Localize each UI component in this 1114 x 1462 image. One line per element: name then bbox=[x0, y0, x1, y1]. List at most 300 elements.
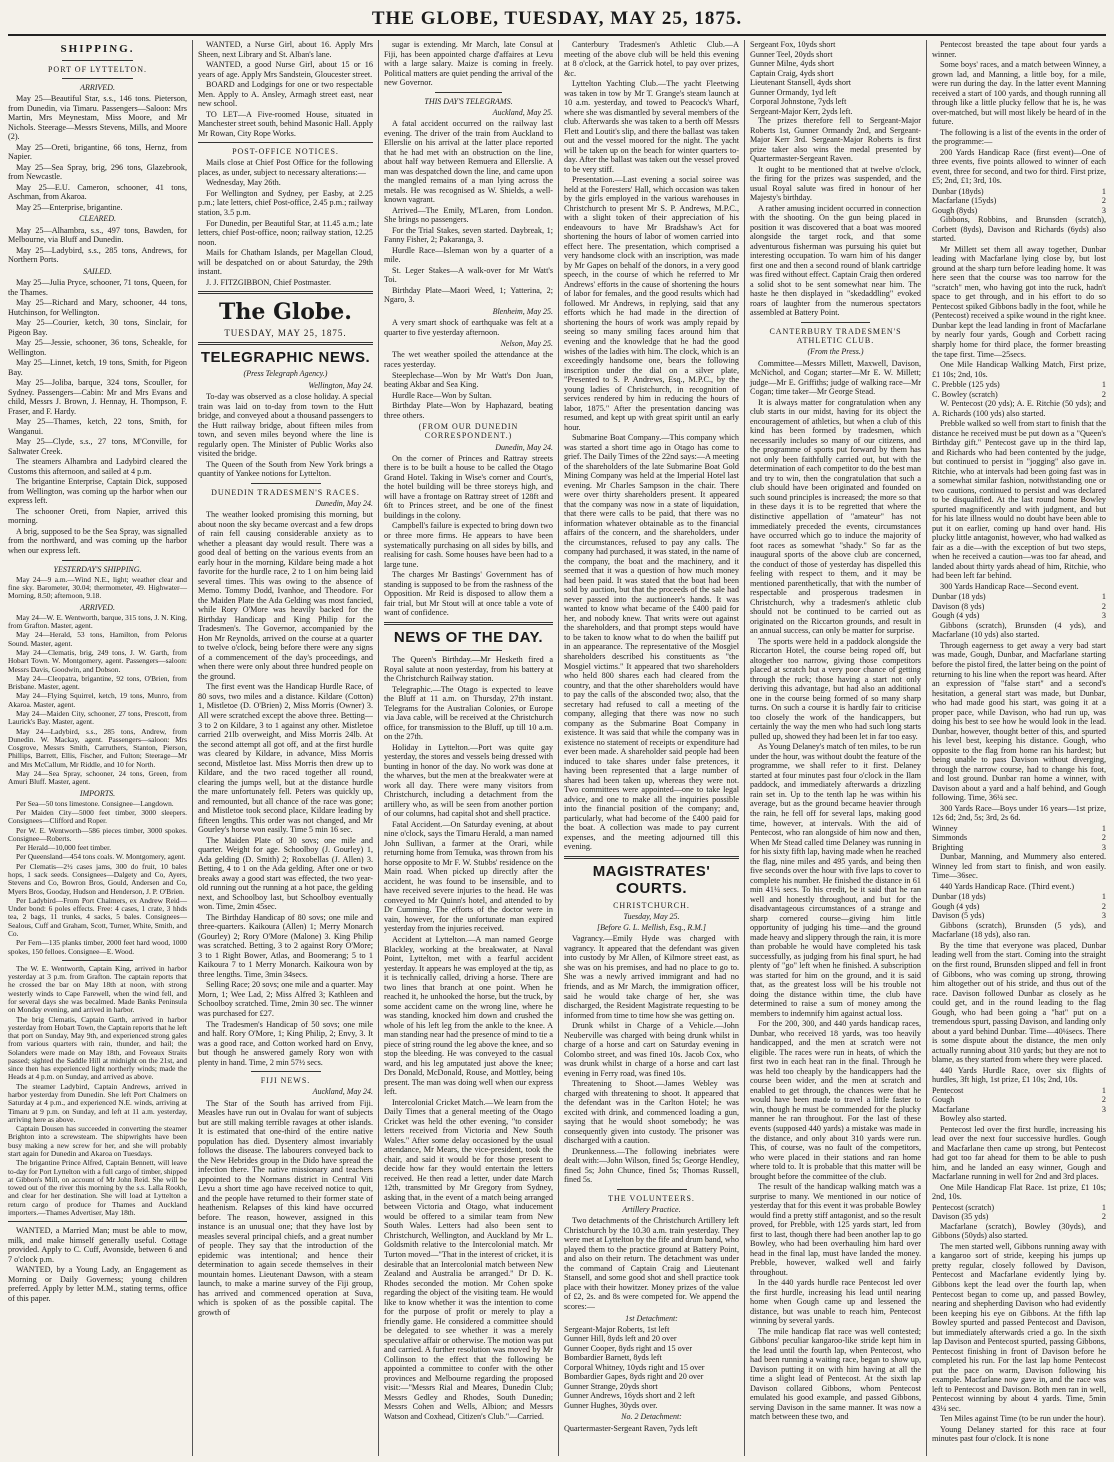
paragraph: The brig Clematis, Captain Garth, arrived in harbor yesterday from Hobart Town, the Captain reports that he left that port on Sunday, May 9th, and experienced strong gales from various quarters with rain, thunder, and hail; the Solanders were made on May 18th, and Foveaux Straits passed; sighted the Saddle Hill at midnight on the 21st, and since then has experienced light northerly winds; made the Heads at 4 p.m. on Sunday, and arrived as above. bbox=[8, 1014, 187, 1082]
column-1 bbox=[8, 40, 192, 1456]
second-first-score: Quartermaster-Sergeant Raven, 7yds left bbox=[564, 1423, 698, 1433]
paragraph: A brig, supposed to be the Sea Spray, was signalled from the northward, and was coming up the harbor when our express left. bbox=[8, 526, 187, 555]
classified-ads bbox=[8, 1226, 187, 1303]
paragraph: May 25—Richard and Mary, schooner, 44 tons, Hutchinson, for Wellington. bbox=[8, 298, 187, 317]
result-place: 2 bbox=[1101, 601, 1106, 611]
paragraph: Mails for Chatham Islands, per Magellan Cloud, will be despatched on or about Saturday, the 29th instant. bbox=[198, 248, 373, 277]
race-title: One Mile Handicap Walking Match, First prize, £1 10s; 2nd, 10s. bbox=[932, 360, 1106, 379]
paragraph: May 25—Ladybird, s.s., 285 tons, Andrews, for Northern Ports. bbox=[8, 245, 187, 265]
score-line: Gunner Cooper, 8yds right and 15 over bbox=[564, 1343, 693, 1353]
flag-date: TUESDAY, MAY 25, 1875. bbox=[224, 327, 347, 338]
divider bbox=[62, 960, 134, 961]
paragraph: Gibbons (scratch), Brunsden (5 yds), and Macfarlane (18 yds), also ran. bbox=[932, 920, 1106, 940]
paragraph: Per Ladybird—From Port Chalmers, ex Andrew Reid—Under bond: 6 poles effects. Free: 4 cases, 1 crate, 3 hhds tea, 2 bags, 11 trunks, 4 sacks, 5 bales. Consignees—Sealous, Cuff and Graham, Scott, Turner, White, Smith, and Co. bbox=[8, 895, 187, 938]
result-name: Macfarlane (15yds) bbox=[932, 196, 997, 206]
news-body bbox=[384, 655, 553, 1421]
sailed-list bbox=[8, 278, 187, 456]
imports-list bbox=[8, 800, 187, 956]
result-row bbox=[932, 824, 1106, 834]
dateline: Blenheim, May 25. bbox=[492, 306, 553, 316]
paragraph: For the 200, 300, and 440 yards handicap races, Dunbar, who received 18 yards, was too heavily handicapped, and the men at scratch were not eligible. The races were run in heats, of which the first two in each heat ran in the final. Through he was held too cheaply by the handicappers had the course been wider, and the men at scratch and enabled to get through, the chances were that he would have been made to travel a little faster to win, though he must be commended for the plucky manner he ran throughout. For the last of these events (supposed 440 yards) a mistake was made in the distance, and only about 310 yards were run. This, of course, was no fault of the competitors, who were placed in their stations and ran home where told to. It is probable that this matter will be brought before the committee of the club. bbox=[750, 1019, 921, 1181]
paragraph: Drunkenness.—The following inebriates were dealt with:—John Wilson, fined 5s; George Hendley, fined 5s; John Chunce, fined 5s; Thomas Russell, fined 5s. bbox=[564, 1146, 739, 1185]
result-row bbox=[932, 602, 1106, 612]
race-results bbox=[932, 1203, 1106, 1222]
paragraph: Some boys' races, and a match between Winney, a grown lad, and Manning, a little boy, for a mile, were run during the day. In the latter event Manning received a start of 100 yards, and though running all through like a little plucky fellow that he is, he was over-matched, but will most likely be heard of in the future. bbox=[932, 60, 1106, 127]
masthead: THE GLOBE, TUESDAY, MAY 25, 1875. bbox=[371, 8, 743, 29]
volunteers-heading: THE VOLUNTEERS. bbox=[608, 1193, 695, 1203]
score-line: Gunner Andrews, 16yds short and 2 left bbox=[564, 1391, 695, 1401]
divider bbox=[435, 92, 503, 93]
masthead-rule bbox=[8, 34, 1106, 36]
result-name: Brighting bbox=[932, 842, 964, 852]
paragraph: Pentecost led over the first hurdle, increasing his lead over the next four successive hurdles. Gough and Macfarlane then came up strong, but Pentecost had got too far ahead for them to be able to push him, and he landed an easy winner, Gough and Macfarlane running in well for 2nd and 3rd places. bbox=[932, 1124, 1106, 1182]
paragraph: The charges Mr Bastings' Government has of standing is supposed to be from the rashness of the Opposition. Mr Reid is disposed to allow them a fair trial, but Mr Stout will at once table a vote of want of confidence. bbox=[384, 570, 553, 618]
paragraph: The following is a list of the events in the order of the programme:— bbox=[932, 127, 1106, 147]
paragraph: Steeplechase—Won by Mr Watt's Don Juan, beating Akbar and Sea King. bbox=[384, 370, 553, 390]
paragraph: May 24—Herald, 53 tons, Hamilton, from Pelorus Sound. Master, agent. bbox=[8, 630, 187, 648]
race-notes bbox=[932, 215, 1106, 359]
dateline: Dunedin, May 24. bbox=[495, 442, 553, 452]
paragraph: Birthday Plate—Maori Weed, 1; Yatterina, 2; Ngaro, 3. bbox=[384, 285, 553, 305]
dunedin-correspondent: (FROM OUR DUNEDIN CORRESPONDENT.) bbox=[418, 422, 519, 441]
result-name: C. Prebble (125 yds) bbox=[932, 380, 1000, 390]
paragraph: May 25—Thames, ketch, 22 tons, Smith, for Wanganui. bbox=[8, 417, 187, 436]
result-place: 2 bbox=[1101, 196, 1106, 206]
paragraph: Holiday in Lyttelton.—Port was quite gay yesterday, the stores and vessels being dressed with bunting in honor of the day. No work was done at the wharves, but the men at the breakwater were at work all day. There were many visitors from Christchurch, including a detachment from the artillery who, as will be seen from another portion of our columns, had capital shot and shell practice. bbox=[384, 742, 553, 819]
column-4 bbox=[558, 40, 744, 1456]
column-3 bbox=[378, 40, 558, 1456]
paragraph: On the corner of Princes and Rattray streets there is to be built a house to be called the Otago Grand Hotel. Taking in Wise's corner and Court's, the hotel building will be three storeys high, and will have a frontage on Rattray street of 128ft and 6ft to Princes street, and be one of the finest buildings in the colony. bbox=[384, 453, 553, 520]
paragraph: Arrived—The Emily, M'Laren, from London. She brings no passengers. bbox=[384, 205, 553, 225]
dateline: Wellington, May 24. bbox=[308, 380, 373, 390]
divider bbox=[198, 342, 373, 345]
race-results bbox=[932, 187, 1106, 216]
divider bbox=[564, 856, 739, 859]
paragraph: TO LET—A Five-roomed House, situated in Manchester street south, behind Masonic Hall. Apply Mr Rowan, City Rope Works. bbox=[198, 109, 373, 138]
result-place: 1 bbox=[1101, 892, 1106, 902]
race-results bbox=[932, 824, 1106, 853]
paragraph: May 25—Oreti, brigantine, 66 tons, Hernz, from Napier. bbox=[8, 142, 187, 162]
paragraph: Macfarlane (scratch), Bowley (30yds), and Gibbons (50yds) also started. bbox=[932, 1221, 1106, 1241]
paragraph: Drunk whilst in Charge of a Vehicle.—John Neuberville was charged with being drunk whilst in charge of a horse and cart on Saturday evening in Colombo street, and was fined 10s. Jacob Cox, who was drunk whilst in charge of a horse and cart last evening in Ferry road, was fined 10s. bbox=[564, 1021, 739, 1078]
paragraph: For Dunedin, per Beautiful Star, at 11.45 a.m.; late letters, chief Post-office, noon; railway station, 12.25 noon. bbox=[198, 218, 373, 247]
paragraph: The brigantine Prince Alfred, Captain Bennett, will leave to-day for Port Lyttelton with a full cargo of timber, shipped at Gibbon's Mill, on account of Mr John Reid. She will be towed out of the river this morning by the s.s. Lalla Rookh, and clear for her destination. She will load at Lyttelton a return cargo of produce for Thames and Auckland importers.—Thames Advertiser, May 18th. bbox=[8, 1158, 187, 1217]
score-line: Gunner Hughes, 30yds over. bbox=[564, 1400, 658, 1410]
result-place: 1 bbox=[1101, 1085, 1106, 1095]
paragraph: Gibbons, Robbins, and Brunsden (scratch), Corbett (8yds), Davison and Richards (6yds) also started. bbox=[932, 215, 1106, 244]
result-name: Winney bbox=[932, 823, 958, 833]
arrived-label: ARRIVED. bbox=[80, 83, 115, 93]
paragraph: May 25—E.U. Cameron, schooner, 41 tons, Aschman, from Akaroa. bbox=[8, 182, 187, 202]
paragraph: The steamer Ladybird, Captain Andrews, arrived in harbor yesterday from Dunedin. She left Port Chalmers on Saturday at 4 p.m., and experienced N.E. winds, arriving at Timaru at 9 p.m. on Sunday, and left at 11 a.m. yesterday, arriving here as above. bbox=[8, 1081, 187, 1124]
paragraph: Vagrancy.—Emily Hyde was charged with vagrancy. It appeared that the defendant was given into custody by Mr Allen, of Kilmore street east, as she was on his premises, and had no place to go to. She was a newly arrived immigrant and had no friends, and as Mr March, the immigration officer, said he would take charge of her, she was discharged, the Resident Magistrate requesting to be informed from time to time how she was getting on. bbox=[564, 934, 739, 1020]
artillery-heading: Artillery Practice. bbox=[622, 1205, 681, 1215]
shipping-reports bbox=[8, 965, 187, 1217]
paragraph: St. Leger Stakes—A walk-over for Mr Watt's Toi. bbox=[384, 265, 553, 285]
fiji-continued bbox=[384, 40, 553, 88]
result-row bbox=[932, 833, 1106, 843]
divider bbox=[251, 1071, 321, 1072]
divider bbox=[801, 322, 869, 323]
paragraph: May 24—Clematis, brig, 249 tons, J. W. Garth, from Hobart Town. W. Montgomery, agent. Passengers—saloon: Messrs Davis, Goodwin, and Dobson. bbox=[8, 648, 187, 674]
athletic-continued bbox=[932, 40, 1106, 147]
score-line: Corporal Johnstone, 7yds left bbox=[750, 97, 847, 107]
result-row bbox=[932, 390, 1106, 400]
second-detachment: No. 2 Detachment: bbox=[621, 1412, 682, 1422]
divider bbox=[251, 483, 321, 484]
paragraph: Wednesday, May 26th. bbox=[206, 178, 281, 188]
race-notes bbox=[932, 399, 1106, 581]
post-office-notices bbox=[198, 158, 373, 287]
race-title: 200 Yards Handicap Race (first event)—One of three events, five points allowed to winner of each event, three for second, and two for third. First prize, £5; 2nd, £1; 3rd, 10s. bbox=[932, 147, 1106, 186]
dateline: Auckland, May 24. bbox=[312, 1087, 373, 1097]
race-results bbox=[932, 592, 1106, 621]
paragraph: By the time that everyone was placed, Dunbar leading well from the start. Coming into the straight on the first round, Brunsden slipped and fell in front of Gibbons, who was coming up strong, throwing him altogether out of his stride, and thus out of the race. Davison followed Dunbar as closely as he could get, and in the round leading to the flag Gough, who had been going a "hat" put on a tremendous spurt, passing Davison, and landing only about a yard behind Dunbar. Time—40¼secs. There is some dispute about the distance, the men only actually running about 310 yards; but they are not to blame, as they started from where they were placed. bbox=[932, 940, 1106, 1065]
telegraphic-heading: TELEGRAPHIC NEWS. bbox=[200, 349, 371, 367]
paragraph: The wet weather spoiled the attendance at the races yesterday. bbox=[384, 350, 553, 369]
result-row bbox=[932, 592, 1106, 602]
result-row bbox=[932, 1095, 1106, 1105]
paragraph: Bowley also started. bbox=[940, 1114, 1007, 1124]
paragraph: The Maiden Plate of 30 sovs; one mile and quarter. Weight for age. Schoolboy (J. Gourley) 1, Ada gelding (D. Smith) 2; Roxobellas (J. Allen) 3. Betting, 4 to 1 on the Ada gelding. After one or two breaks away a good start was effected, the two year-old running out the running at a hot pace, the gelding next, and Schoolboy last, but Schoolboy eventually won. Time, 2min 45sec. bbox=[198, 835, 373, 912]
result-row bbox=[932, 611, 1106, 621]
paragraph: Per Sea—50 tons limestone. Consignee—Langdown. bbox=[16, 798, 174, 808]
paragraph: May 25—Clyde, s.s., 27 tons, M'Conville, for Saltwater Creek. bbox=[8, 437, 187, 456]
arrived-list bbox=[8, 94, 187, 212]
paragraph: Captain Dousen has succeeded in converting the steamer Brighton into a screwsteam. The shipwrights have been busy making a new screw for her, and she will probably start again for Dunedin and Akaroa on Tuesdays. bbox=[8, 1124, 187, 1159]
paragraph: The first event was the Handicap Hurdle Race, of 80 sovs, two miles and a distance. Kildare (Cotton) 1, Mistletoe (D. O'Brien) 2, Miss Morris (Owner) 3. All were scratched except the above three. Betting—3 to 2 on Kildare, 3 to 1 against any other. Mistletoe carried 21lb overweight, and Miss Morris 24lb. At the second attempt all got off, and at the first hurdle was cleared by Kildare, in advance, Miss Morris second, Mistletoe last. Miss Morris then drew up to Kildare, and the two raced together all round, clearing the jumps well, but at the distance hurdle the mare unfortunately fell. Peters was quickly up, and remounted, but all chance of the race was gone; and Mistletoe took second place, Kildare leading by fifteen lengths. This order was not changed, and Mr Gourley's horse won easily. Time 5 min 16 sec. bbox=[198, 682, 373, 835]
result-row bbox=[932, 1203, 1106, 1213]
paragraph: Lyttelton Yachting Club.—The yacht Fleetwing was taken in tow by Mr T. Grange's steam launch at 10 a.m. yesterday, and towed to Peacock's Wharf, where she was dismantled by several members of the club. Afterwards she was taken to a berth off Messrs Flett and Loutit's slip, and there the ballast was taken out and the vessel moored for the night. The yacht will be taken up on the beach for winter quarters to-day. After the ballast was taken out the vessel proved to be very stiff. bbox=[564, 79, 739, 174]
paragraph: Per W. E. Wentworth—586 pieces timber, 3000 spokes. Consignee—Roberts. bbox=[8, 825, 187, 843]
paragraph: WANTED, a Nurse Girl, about 16. Apply Mrs Sheen, next Library and St. Alban's lane. bbox=[198, 40, 373, 59]
result-place: 2 bbox=[1101, 833, 1106, 843]
result-place: 1 bbox=[1101, 380, 1106, 390]
score-line: Gunner Milne, 4yds short bbox=[750, 59, 835, 69]
paragraph: The schooner Oreti, from Napier, arrived this morning. bbox=[8, 506, 187, 526]
column-5 bbox=[744, 40, 926, 1456]
dateline: Dunedin, May 24. bbox=[315, 498, 373, 508]
telegrams-body bbox=[384, 119, 553, 305]
port-heading: PORT OF LYTTELTON. bbox=[47, 64, 148, 74]
paragraph: Presentation.—Last evening a social soiree was held at the Foresters' Hall, which occasion was taken by the girls employed in the various warehouses in Christchurch to present Mr S. P. Andrews, M.P.C., with a slight token of their appreciation of his endeavours to have Mr Bradshaw's Act for shortening the hours of labor of women carried into effect here. The presentation, which comprised a very handsome clock with an inscription, was made by Mr Gapes on behalf of the donors, in a very good speech, in the course of which he referred to Mr Andrews' efforts in the cause of shortening the hours of labor for females, and the good results which had followed. Mr Andrews, in replying, said that any efforts which he had made in the direction of shortening the hours of work was amply repaid by seeing so many smiling faces around him that evening and the knowledge that he had the good wishes of the ladies with him. The clock, which is an exceedingly handsome one, bears the following inscription under the dial on a silver plate, "Presented to S. P. Andrews, Esq., M.P.C., by the young ladies of Christchurch, in recognition of services rendered by him in reducing the hours of labor, 1875." After the presentation dancing was resumed, and kept up with great spirit until an early hour. bbox=[564, 175, 739, 432]
result-name: Dunbar (18 yds) bbox=[932, 592, 986, 602]
paragraph: The sports were held in a paddock alongside the Riccarton Hotel, the course being roped off, but altogether too narrow, giving those competitors placed at scratch but a very poor chance of getting through the ruck; those having a start not only deriving this advantage, but had also an additional one in the course being formed of so many sharp turns. On such a course it is hardly fair to criticise too closely the work of the handicappers, but certainly the way the men who had such long starts pulled up, showed they had been let in far too easy. bbox=[750, 636, 921, 741]
races-heading: DUNEDIN TRADESMEN'S RACES. bbox=[211, 487, 360, 497]
paragraph: Accident at Lyttelton.—A man named George Blackley, working at the breakwater, at Naval Point, Lyttelton, met with a fearful accident yesterday. It appears he was employed at the tip, as it is technically called, driving a horse. There are two lines that branch at one point. When he reached it, he unhooked the horse, but the truck, by some accident came on the wrong line, where he was standing, knocked him down and crushed the whole of his left leg from the ankle to the knee. A man standing near had the presence of mind to tie a piece of string round the leg above the knee, and so stop the bleeding. He was conveyed to the casual ward, and his leg amputated just above the knee; Drs Donald, McDonald, Rouse, and Mottley, being present. The man was doing well when our express left. bbox=[384, 934, 553, 1097]
race-results bbox=[932, 892, 1106, 921]
result-place: 3 bbox=[1101, 611, 1106, 621]
paragraph: sugar is extending. Mr March, late Consul at Fiji, has been appointed charge d'affaires at Levu with a large salary. Maize is coming in freely. Political matters are quiet pending the arrival of the new Governor. bbox=[384, 40, 553, 88]
paragraph: The steamers Alhambra and Ladybird cleared the Customs this afternoon, and sailed at 4 p.m. bbox=[8, 457, 187, 476]
cleared-list bbox=[8, 226, 187, 265]
yesterday-weather: May 24—9 a.m.—Wind N.E., light; weather clear and fine sky. Barometer, 30.04; thermometer, 49. Highwater—Morning, 8.50; afternoon, 9.18. bbox=[8, 574, 187, 601]
paragraph: Per Fern—135 planks timber, 2000 feet hard wood, 1000 spokes, 150 felloes. Consignee—E. Wood. bbox=[8, 938, 187, 956]
paragraph: The W. E. Wentworth, Captain King, arrived in harbor yesterday at 3 p.m. from Grafton. The captain reports that he crossed the bar on May 18th at noon, with strong westerly winds to Cape Farewell, when the wind fell, and for several days she was becalmed. Made Banks Peninsula on Monday evening, and arrived in harbor. bbox=[8, 963, 187, 1015]
paragraph: The Birthday Handicap of 80 sovs; one mile and three-quarters. Kaikoura (Allen) 1; Merry Monarch (Gourley) 2; Rory O'More (Malone) 3. King Philip was scratched. Betting, 3 to 2 against Rory O'More; 3 to 1 Right Bower, Atlas, and Boomerang; 5 to 1 Kaikoura 7 to 1 Merry Monarch. Kaikoura won by three lengths. Time, 3min 34secs. bbox=[198, 912, 373, 979]
paragraph: May 24—Flying Squirrel, ketch, 19 tons, Munro, from Akaroa. Master, agent. bbox=[8, 691, 187, 709]
result-place: 1 bbox=[1101, 592, 1106, 602]
magistrates-place: CHRISTCHURCH. bbox=[613, 900, 690, 910]
race-results bbox=[932, 380, 1106, 399]
paragraph: It is always matter for congratulation when any club starts in our midst, having for its object the encouragement of athletics, but when a club of this kind has been formed by tradesmen, which necessarily includes so many of our citizens, and the programme of sports put forward by them has not only been faithfully carried out, but with the determination of each competitor to do the best man and try to win, then the congratulation that such a club should have been originated and founded on such sound principles is increased; the more so that in these days it is to be regretted that where the distinctive appellation of "amateur" has not immediately preceded the events, circumstances have occurred which go to induce the majority of foot races as somewhat "shady." So far as the inaugural sports of the above club are concerned, the conduct of those of yesterday has dispelled this feeling with respect to them, and it may be mentioned parenthetically, that with the number of respectable and prosperous tradesmen in Christchurch, why a tradesmen's athletic club should not be continued to be carried out as originated on the Riccarton grounds, and result in an annual success, can only be matter for surprise. bbox=[750, 397, 921, 636]
race-title: 440 Yards Hurdle Race, over six flights of hurdles, 3ft high, 1st prize, £1 10s; 2nd, 10s. bbox=[932, 1065, 1106, 1085]
paragraph: May 25—Alhambra, s.s., 497 tons, Bawden, for Melbourne, via Bluff and Dunedin. bbox=[8, 225, 187, 245]
result-name: Davison (5 yds) bbox=[932, 911, 985, 921]
telegrams-heading: THIS DAY'S TELEGRAMS. bbox=[424, 96, 513, 106]
paragraph: Birthday Plate—Won by Haphazard, beating three others. bbox=[384, 401, 553, 420]
paragraph: May 25—Courier, ketch, 30 tons, Sinclair, for Pigeon Bay. bbox=[8, 318, 187, 337]
shipping-heading: SHIPPING. bbox=[60, 43, 135, 55]
result-row bbox=[932, 892, 1106, 902]
paragraph: As Young Delaney's match of ten miles, to be run under the hour, was without doubt the feature of the programme, we shall refer to it first. Delaney started at four minutes past four o'clock in the Ilam paddock, and immediately afterwards a drizzling rain set in. Up to the tenth lap he was within his average, but as the ground became heavier through the rain, he fell off for several laps, making good time, however, at intervals. With the aid of Pentecost, who ran alongside of him now and then, When Mr Stead called time Delaney was running in for his sixty fifth lap, having made when he reached the flag, nine miles and 495 yards, and being then five seconds over the hour with five laps to cover to complete his number. He finished the distance in 61 min 41¼ secs. To his credit, be it said that he ran well and honestly throughout, and but for the disadvantageous circumstances of a strange and sharp cornered course—giving him little opportunity of judging his time—and the ground made heavy and slippery through the rain, it is more than probable he would have completed his task successfully, as judging from his final spurt, he had plenty of "go" left when he finished. A subscription was started for him on the ground, and it is said that, as the greatest loss will be his trouble not doing the distance within time, the club have determined to raise a sum of money among the members to indemnify him against actual loss. bbox=[750, 742, 921, 1018]
result-place: 3 bbox=[1101, 842, 1106, 852]
race-notes bbox=[932, 1114, 1106, 1182]
cleared-label: CLEARED. bbox=[78, 214, 117, 224]
paragraph: A rather amusing incident occurred in connection with the shooting. On the gun being placed in position it was discovered that a boat was moored alongside the target rock, and that some adventurous fisherman was pursuing his quiet but interesting occupation. To warn him of his danger first one and then a second round of blank cartridge was fired without effect. Captain Craig then ordered a solid shot to be sent somewhat near him. The haste he then displayed in "skedaddling" evoked roars of laughter from the numerous spectators assembled at Battery Point. bbox=[750, 203, 921, 318]
divider bbox=[617, 1189, 687, 1190]
score-line: Gunner Teel, 20yds short bbox=[750, 49, 833, 59]
paragraph: Committee—Messrs Millett, Maxwell, Davison, McNichol, and Cogan; starter—Mr E. W. Millett; judge—Mr E. Griffiths; judge of walking race—Mr Cogan; time taker—Mr George Stead. bbox=[750, 358, 921, 397]
paragraph: Mails close at Chief Post Office for the following places, as under, subject to necessary alterations:— bbox=[198, 158, 373, 177]
paragraph: Prebble walked so well from start to finish that the distance he received must be put down as a "Queen's Birthday gift." Pentecost gave up in the third lap, and Richards who had been contented by the judge, but continued to persist in "jogging" also gave in. Ritchie, who at intervals had been going fast was in a somewhat similar fashion, notwithstanding one or two cautions, continued to persist and was declared to be disqualified. At the last round home Bowley spurted magnificently and with judgment, and but for his late illness would no doubt have been able to put it on earlier, coming up hand over hand. His plucky little antagonist, however, who had walked as fair as a die—with the exception of but two steps, when he received a caution—was too far ahead, and landed about thirty yards ahead of him, Ritchie, who had been left far behind. bbox=[932, 419, 1106, 581]
result-name: C. Bowley (scratch) bbox=[932, 389, 998, 399]
classified-ads bbox=[198, 40, 373, 138]
fiji-body bbox=[198, 1099, 373, 1318]
magistrates-bench: [Before G. L. Mellish, Esq., R.M.] bbox=[596, 923, 707, 933]
paragraph: May 25—Beautiful Star, s.s., 146 tons. Pieterson, from Dunedin, via Timaru. Passengers—Saloon: Mrs Martin, Mrs Meynestam, Miss Moore, and Mr Nichols. Steerage—Messrs Stevens, Mills, and Moore (2). bbox=[8, 94, 187, 142]
paragraph: For Wellington and Sydney, per Easby, at 2.25 p.m.; late letters, chief Post-office, 2.45 p.m.; railway station, 3.5 p.m. bbox=[198, 188, 373, 217]
telegraphic-body bbox=[198, 392, 373, 479]
telegraphic-sub: (Press Telegraph Agency.) bbox=[243, 369, 328, 379]
paragraph: Through eagerness to get away a very bad start was made, Gough, Dunbar, and Macfarlane starting before the pistol fired, the latter being on the point of returning to his line when the report was heard. After an expression of "false start" and a second's hesitation, a general start was made, but Dunbar, who had made good his start, was going it at a proper pace, while Davison, who had run up, was doing his best to see how he would look in the lead. Dunbar, however, thought better of this, and spurted his level best, keeping his distance. Gough, who opposite to the flag from home ran his hardest; but being unable to pass Davison without diverging, through the narrow course, had to change his foot, and lost ground. Dunbar ran home a winner, with Davison about a yard and a half behind, and Gough following. Time, 36¼ sec. bbox=[932, 640, 1106, 803]
divider bbox=[384, 622, 553, 625]
first-detachment: 1st Detachment: bbox=[625, 1313, 678, 1323]
newspaper-flag: The Globe. bbox=[219, 299, 352, 326]
paragraph: Campbell's failure is expected to bring down two or three more firms. He appears to have been systematically purchasing on all sides by bills, and realising for cash. Some houses have been had to a large tune. bbox=[384, 521, 553, 569]
result-place: 3 bbox=[1101, 911, 1106, 921]
divider bbox=[62, 78, 134, 79]
result-row bbox=[932, 1212, 1106, 1222]
second-scores bbox=[750, 40, 921, 116]
paragraph: Intercolonial Cricket Match.—We learn from the Daily Times that a general meeting of the Otago Cricket was held the other evening, "to consider letters received from Victoria and New South Wales." After some delay occasioned by the usual attendance, Mr Mears, the vice-president, took the chair, and said it would be for those present to decide how far they would entertain the letters received. He then read a letter, under date March 12th, transmitted by Mr Gregory from Sydney, asking that, in the event of a match being arranged between Victoria and Otago, what inducement would be offered to a similar team from New South Wales. Letters had also been sent to Christchurch, Wellington, and Auckland by Mr L. Goldsmith relative to the Intercolonial match. Mr Turton moved—"That in the interest of cricket, it is desirable that an Intercolonial match between New Zealand and Australia be arranged." Dr D. K. Rhodes seconded the motion. Mr Cohen spoke regarding the object of the visiting team. He would like to know whether it was the intention to come for the purpose of profit or merely to play a friendly game. He considered a committee should be delegated to see whether it was a merely speculative affair or otherwise. The motion was put and carried. A further resolution was moved by Mr Collinson to the effect that the following be appointed a committee to confer with the other provinces and Melbourne regarding the proposed visit:—"Messrs Rial and Meares, Dunedin Club; Messrs Gedley and Rhodes, South Dunedin; Messrs Cohen and Wells, Albion; and Messrs Watson and Coxhead, Citizen's Club."—Carried. bbox=[384, 1097, 553, 1421]
result-place: 2 bbox=[1101, 901, 1106, 911]
paragraph: Young Delaney started for this race at four minutes past four o'clock. It is none bbox=[932, 1424, 1106, 1444]
race-results bbox=[932, 1086, 1106, 1115]
paragraph: The Queen's Birthday.—Mr Hesketh fired a Royal salute at noon yesterday, from his battery at the Christchurch Railway station. bbox=[384, 655, 553, 684]
paragraph: May 25—Joliba, barque, 324 tons, Scouller, for Sydney. Passengers—Cabin: Mr and Mrs Evans and child, Messrs J. Brown, J. Hennay, H. Thompson, F. Fraser, and F. Hardy. bbox=[8, 378, 187, 416]
column-2 bbox=[192, 40, 378, 1456]
divider bbox=[62, 560, 134, 561]
paragraph: Canterbury Tradesmen's Athletic Club.—A meeting of the above club will be held this evening at 8 o'clock, at the Garrick hotel, to pay over prizes, &c. bbox=[564, 40, 739, 78]
paragraph: Mr Millett set them all away together, Dunbar leading with Macfarlane lying close by, but lost ground at the sharp turn before leading home. It was here seen that the course was too narrow for the "scratch" men, who having got into the ruck, hadn't space to get through, and in his effort to do so Pentecost spiked Gibbons badly in the foot, while he (Pentecost) received a spike wound in the right knee. Dunbar kept the lead landing in front of Macfarlane by nearly four yards, Gough and Corbett racing sharply home for third place, the former breasting the tape first. Time—25secs. bbox=[932, 244, 1106, 359]
paragraph: WANTED, a Married Man; must be able to mow, milk, and make himself generally useful. Cottage provided. Apply to C. Cuff, Avonside, between 6 and 7 o'clock p.m. bbox=[8, 1226, 187, 1264]
paragraph: May 24—W. E. Wentworth, barque, 315 tons, J. N. King, from Grafton. Master, agent. bbox=[8, 612, 187, 631]
divider bbox=[198, 142, 373, 143]
paragraph: Pentecost breasted the tape about four yards a winner. bbox=[932, 40, 1106, 59]
volunteers-body bbox=[750, 116, 921, 318]
result-row bbox=[932, 1105, 1106, 1115]
result-name: Simmonds bbox=[932, 833, 968, 843]
paragraph: WANTED, by a Young Lady, an Engagement as Morning or Daily Governess; young children preferred. Apply by letter M.M., stating terms, office of this paper. bbox=[8, 1265, 187, 1303]
nelson-body bbox=[384, 350, 553, 420]
paragraph: May 25—Jessie, schooner, 36 tons, Scheakle, for Wellington. bbox=[8, 338, 187, 357]
result-place: 3 bbox=[1101, 205, 1106, 215]
result-name: Pentecost bbox=[932, 1085, 964, 1095]
paragraph: May 25—Julia Pryce, schooner, 71 tons, Queen, for the Thames. bbox=[8, 278, 187, 297]
blenheim-body: A very smart shock of earthquake was felt at a quarter to five yesterday afternoon. bbox=[384, 318, 553, 337]
paragraph: Selling Race; 20 sovs; one mile and a quarter. May Morn, 1; Wee Lad, 2; Miss Alfred 3; Kathleen and Schoolboy scratched. Time, 2min 30 sec. The winner was purchased for £27. bbox=[198, 980, 373, 1018]
fiji-heading: FIJI NEWS. bbox=[260, 1076, 311, 1086]
paragraph: Gibbons (scratch), Brunsden (4 yds), and Macfarlane (10 yds) also started. bbox=[932, 620, 1106, 640]
paragraph: May 25—Linnet, ketch, 19 tons, Smith, for Pigeon Bay. bbox=[8, 358, 187, 377]
score-line: Bombardier Gapes, 8yds right and 20 over bbox=[564, 1372, 704, 1382]
paragraph: May 25—Sea Spray, brig, 296 tons, Glazebrook, from Newcastle. bbox=[8, 162, 187, 182]
result-name: Gough (4 yds) bbox=[932, 611, 980, 621]
paragraph: To-day was observed as a close holiday. A special train was laid on to-day from town to the Hutt bridge, and conveyed about a thousand passengers to the Hutt railway bridge, about fifteen miles from town, and seven miles beyond where the line is regularly open. The Minister of Public Works also visited the bridge. bbox=[198, 392, 373, 459]
result-place: 1 bbox=[1101, 1202, 1106, 1212]
paragraph: May 24—Cleopatra, brigantine, 92 tons, O'Brien, from Brisbane. Master, agent. bbox=[8, 673, 187, 692]
paragraph: For the Trial Stakes, seven started. Daybreak, 1; Fanny Fisher, 2; Pakaranga, 3. bbox=[384, 225, 553, 245]
race-notes bbox=[932, 921, 1106, 1065]
race-title: 300 Yards Race—Boys under 16 years—1st prize, 12s 6d; 2nd, 5s; 3rd, 2s 6d. bbox=[932, 803, 1106, 823]
score-line: Gunner Hill, 8yds left and 20 over bbox=[564, 1334, 677, 1344]
news-heading: NEWS OF THE DAY. bbox=[393, 628, 544, 646]
paragraph: In the 440 yards hurdle race Pentecost led over the first hurdle, increasing his lead until nearing home when Gough came up and lessened the distance, but was unable to reach him, Pentecost winning by several yards. bbox=[750, 1278, 921, 1326]
paragraph: Per Clematis—2½ cases jams, 300 do fruit, 10 bales hops, 1 sack seeds. Consignees—Dalgety and Co, Ayers, Stevens and Co, Bowron Bros, Gould, Andersen and Co, Myers Bros, Gooday, Hudson and Henderson, J. P. O'Brien. bbox=[8, 861, 187, 896]
paragraph: Fatal Accident.—On Saturday evening, at about nine o'clock, says the Timaru Herald, a man named John Sullivan, a farmer at the Orari, while returning home from Temuka, was thrown from his horse opposite to Mr F. W. Stubbs' residence on the Main road. When picked up directly after the accident, he was found to be insensible, and to have received severe injuries to the head. He was conveyed to Mr Quinn's hotel, and attended to by Dr Cumming. The efforts of the doctor were in vain, however, for the unfortunate man expired yesterday from the injuries received. bbox=[384, 819, 553, 934]
score-line: Sergeant Fox, 10yds short bbox=[750, 40, 836, 49]
score-line: Corporal Whitney, 10yds right and 15 over bbox=[564, 1362, 705, 1372]
yesterday-arrived-list bbox=[8, 614, 187, 787]
paragraph: J. J. FITZGIBBON, Chief Postmaster. bbox=[206, 277, 332, 287]
divider bbox=[435, 650, 503, 651]
paragraph: May 24—Maiden City, schooner, 27 tons, Prescott, from Laurick's Bay. Master, agent. bbox=[8, 708, 187, 727]
result-name: Gough bbox=[932, 1095, 955, 1105]
result-name: Davison (8 yds) bbox=[932, 601, 985, 611]
artillery-body: Two detachments of the Christchurch Artillery left Christchurch by the 10.30 a.m. train yesterday. They were met at Lyttelton by the fife and drum band, who played them to the practice ground at Battery Point, and also on their return. The detachment was under the command of Captain Craig and Lieutenant Stansell, and some good shot and shell practice took place with their howitzer. Money prizes of the value of £2, 2s. and 8s were competed for. We append the scores:— bbox=[564, 1216, 739, 1311]
divider bbox=[198, 291, 373, 294]
paragraph: The weather looked promising this morning, but about noon the sky became overcast and a few drops of rain fell causing considerable anxiety as to whether a pleasant day would result. There was a good deal of betting on the various events from an early hour in the morning, Kildare being made a hot favorite for the hurdle race, 2 to 1 on him being laid several times. This was owing to the absence of Memo. Tommy Dodd, Ivanhoe, and Theodore. For the Maiden Plate the Ada Gelding was most fancied, while Rory O'More was heavily backed for the Birthday Handicap and King Philip for the Tradesmen's. The Governor, accompanied by the Hon Mr Reynolds, arrived on the course at a quarter to twelve o'clock, being before there were any signs of a commencement of the day's proceedings, and when there were only about three hundred people on the ground. bbox=[198, 510, 373, 681]
result-name: Dunbar (18 yds) bbox=[932, 892, 986, 902]
result-name: Davison (35 yds) bbox=[932, 1212, 989, 1222]
shipping-notes bbox=[8, 457, 187, 555]
paragraph: The brigantine Enterprise, Captain Dick, supposed from Wellington, was coming up the harbor when our express left. bbox=[8, 477, 187, 506]
result-row bbox=[932, 843, 1106, 853]
result-place: 1 bbox=[1101, 823, 1106, 833]
divider bbox=[62, 60, 134, 61]
paragraph: WANTED, a good Nurse Girl, about 15 or 16 years of age. Apply Mrs Sandstein, Gloucester street. bbox=[198, 60, 373, 79]
paragraph: The Queen of the South from New York brings a quantity of Yankee notions for Lyttelton. bbox=[198, 459, 373, 479]
paragraph: Per Maiden City—5000 feet timber, 3000 sleepers. Consignees—Clifford and Roper. bbox=[8, 808, 187, 826]
result-name: Gough (4 yds) bbox=[932, 901, 980, 911]
result-name: Macfarlane bbox=[932, 1104, 970, 1114]
paragraph: The mile handicap flat race was well contested; Gibbons' peculiar kangaroo-like stride kept him in the lead until the fourth lap, when Pentecost, who had been running a waiting race, began to show up, Davison putting it on with him having at all the time a slight lead of Pentecost. At the sixth lap Davison collared Gibbons, whom Pentecost emulated his good example, and passed Gibbons, serving Davison in the same manner. It was now a match between these two, and bbox=[750, 1326, 921, 1422]
magistrates-heading: MAGISTRATES' COURTS. bbox=[592, 862, 711, 898]
result-row bbox=[932, 187, 1106, 197]
athletic-body bbox=[750, 359, 921, 1422]
paragraph: The prizes therefore fell to Sergeant-Major Roberts 1st, Gunner Ormandy 2nd, and Sergeant-Major Kerr 3rd. Sergeant-Major Roberts is first prize taker also wins the medal presented by Quartermaster-Sergeant Raven. bbox=[750, 116, 921, 164]
result-name: Gough (8yds) bbox=[932, 205, 978, 215]
dateline: Nelson, May 25. bbox=[500, 339, 553, 349]
athletic-heading: CANTERBURY TRADESMEN'S ATHLETIC CLUB. bbox=[769, 326, 902, 346]
races-body bbox=[198, 510, 373, 1067]
race-title: 300 Yards Handicap Race—Second event. bbox=[940, 581, 1079, 591]
score-line: Gunner Ormandy, 1yd left bbox=[750, 87, 837, 97]
result-place: 3 bbox=[1101, 1104, 1106, 1114]
score-line: Sergeant-Major Kerr, 2yds left. bbox=[750, 106, 853, 116]
yesterday-arrived-label: ARRIVED. bbox=[80, 602, 115, 612]
paragraph: Hurdle Race—Isleman won by a quarter of a mile. bbox=[384, 245, 553, 265]
result-name: Pentecost (scratch) bbox=[932, 1202, 995, 1212]
score-line: Lieutenant Stansell, 4yds short bbox=[750, 78, 851, 88]
first-scores bbox=[564, 1325, 739, 1411]
column-6 bbox=[926, 40, 1106, 1456]
paragraph: Submarine Boat Company.—This company which was started a short time ago in Otago has come to grief. The Daily Times of the 22nd says:—A meeting of the shareholders of the late Submarine Boat Gold Mining Company was held at the Imperial Hotel last evening. Mr Charles Sampson in the chair. There were over thirty shareholders present. It appeared that the company was now in a state of liquidation, that there were calls to be paid, that there was no information whatever obtainable as to the financial affairs of the concern, and the shareholders, under the circumstances, refused to pay any calls. The company had purchased, it was stated, in the name of the company, the boat and the machinery, and it seemed that it was a question of how much money had been paid. It was stated that the boat had been sold by auction, but that the proceeds of the sale had never passed into the auctioneer's hands. It was wanted to know what became of the £400 paid for her, and nobody knew. That writs were out against the shareholders, and that prompt steps would have to be taken to know what to do when the bailiff put in an appearance. The representative of the Mosgiel shareholders described his constituents as "the Mosgiel victims." It appeared that two shareholders who held 800 shares each had cleared from the country, and that the other shareholders would have to pay the calls of the absconded two; also, that the secretary had refused to call a meeting of the company, alleging that there was now no such company as the Submarine Boat Company in existence. It was said that while the company was in existence no statement of receipts or expenditure had ever been made. A shareholder said people had been induced to take shares under false pretences, it having been represented that a large number of shares had been taken up, whereas they were not. Two committees were appointed—one to take legal advice, and one to make all the inquiries possible into the financial position of the company; and, particularly, what had become of the £400 paid for the boat. A collection was made to pay current expenses, and the meeting adjourned till this evening. bbox=[564, 433, 739, 852]
paragraph: Dunbar, Manning, and Mummery also entered. Winney led from start to finish, and won easily. Time—36sec. bbox=[932, 852, 1106, 881]
imports-label: IMPORTS. bbox=[79, 788, 116, 798]
paragraph: The Star of the South has arrived from Fiji. Measles have run out in Ovalau for want of subjects but are still making terrible ravages at other islands. It is estimated that one-third of the entire native population has died. Dysentery almost invariably follows the disease. The labourers conveyed back to the New Hebrides group in the Dido have spread the infection there. The native missionary and teachers appointed to the Normans district in Central Viti Levu a short time ago have received notice to quit, and the people have returned to their former state of heathenism. Relapses of this kind have occurred before. The reason, however, assigned in this instance is an unusual one; that they have lost by measles several principal chiefs, and a great number of people. They say that the introduction of the epidemic was intentional; and hence their determination to again secede themselves in their mountain homes. Lieutenant Dawson, with a steam launch, to make a marine survey of the Fiji group, has arrived and commenced operation at Suva, which is spoken of as the possible capital. The growth of bbox=[198, 1098, 373, 1317]
paragraph: The result of the handicap walking match was a surprise to many. We mentioned in our notice of yesterday that for this event it was probable Bowley would find a pretty stiff antagonist, and so the result proved, for Prebble, with 125 yards start, led from first to last, though there had been another lap to go Bowley, who had been overhauling him hard over head in the final lap, must have landed the money. Prebble, however, walked well and fairly throughout. bbox=[750, 1182, 921, 1277]
result-row bbox=[932, 380, 1106, 390]
paragraph: Hurdle Race—Won by Sultan. bbox=[392, 390, 492, 400]
magistrates-body bbox=[564, 934, 739, 1184]
score-line: Captain Craig, 4yds short bbox=[750, 68, 834, 78]
result-row bbox=[932, 902, 1106, 912]
result-row bbox=[932, 196, 1106, 206]
paragraph: May 24—Ladybird, s.s., 285 tons, Andrew, from Dunedin. W. Mackay, agent. Passengers—saloon: Mrs Cosgrove, Messrs Smith, Carruthers, Stanton, Pierson, Phillips, Barrett, Ellis, Fischer, and Fulton; Steerage—Mr and Mrs McCallum, Mr Riddle, and 10 for North. bbox=[8, 726, 187, 769]
score-line: Sergeant-Major Roberts, 1st left bbox=[564, 1324, 670, 1334]
sailed-label: SAILED. bbox=[83, 266, 112, 276]
paragraph: Ten Miles against Time (to be run under the hour). bbox=[940, 1414, 1106, 1424]
athletic-sub: (From the Press.) bbox=[807, 347, 864, 357]
paragraph: The men started well, Gibbons running away with a kangaroo sort of stride, keeping his jumps up pretty regular, closely followed by Davison, Pentecost and Macfarlane evidently lying by. Gibbons kept the lead over the fourth lap, when Pentecost began to come up, and passed Bowley, nearing and shepherding Davison who had evidently been keeping his eye on Gibbons. At the fifth lap Bowley spurted and passed Pentecost and Davison, but immediately afterwards cried a go. In the sixth lap Davison and Pentecost spurted, passing Gibbons, Pentecost finishing in front of Davison before he completed his run. For the last lap home Pentecost put the pace on warm, Davison following his example. Macfarlane now gave in, and the race was left to Pentecost and Davison. Both men ran in well, Pentecost winning by about 4 yards. Time, 5min 43¼ sec. bbox=[932, 1241, 1106, 1413]
result-row bbox=[932, 911, 1106, 921]
result-place: 2 bbox=[1101, 1095, 1106, 1105]
result-row bbox=[932, 206, 1106, 216]
paragraph: It ought to be mentioned that at twelve o'clock, the firing for the prizes was suspended, and the usual Royal salute was fired in honour of her Majesty's birthday. bbox=[750, 164, 921, 203]
divider bbox=[8, 1221, 187, 1222]
paragraph: May 24—Sea Spray, schooner, 24 tons, Green, from Amuri Bluff. Master, agent. bbox=[8, 768, 187, 787]
score-line: Bombardier Barnett, 8yds left bbox=[564, 1353, 662, 1363]
race-title: 440 Yards Handicap Race. (Third event.) bbox=[940, 881, 1075, 891]
paragraph: Per Herald—10,000 feet timber. bbox=[16, 843, 112, 853]
result-name: Dunbar (18yds) bbox=[932, 186, 984, 196]
result-row bbox=[932, 1086, 1106, 1096]
race-title: One Mile Handicap Flat Race. 1st prize, £1 10s; 2nd, 10s. bbox=[932, 1182, 1106, 1202]
race-notes bbox=[932, 1222, 1106, 1444]
post-office-heading: POST-OFFICE NOTICES. bbox=[232, 147, 339, 157]
paragraph: The Tradesmen's Handicap of 50 sovs; one mile and half. Rory O'More, 1; King Philip, 2; Envy, 3. It was a good race, and Cotton worked hard on Envy, but though he answered gamely Rory won with plenty in hand. Time, 2 min 57½ secs. bbox=[198, 1019, 373, 1067]
paragraph: W. Pentecost (20 yds); A. E. Ritchie (50 yds); and A. Richards (100 yds) also started. bbox=[932, 399, 1106, 418]
news-continued bbox=[564, 40, 739, 852]
yesterday-heading: YESTERDAY'S SHIPPING. bbox=[53, 564, 142, 574]
race-notes bbox=[932, 852, 1106, 881]
race-notes bbox=[932, 621, 1106, 803]
paragraph: Telegraphic.—The Otago is expected to leave the Bluff at 11 a.m. on Thursday, 27th instant. Telegrams for the Australian Colonies, or Europe via Java cable, will be received at the Christchurch office, for transmission to the Bluff, up till 10 a.m. on the 27th. bbox=[384, 684, 553, 742]
score-line: Gunner Strange, 20yds short bbox=[564, 1381, 658, 1391]
result-place: 2 bbox=[1101, 389, 1106, 399]
result-place: 1 bbox=[1101, 186, 1106, 196]
paragraph: Threatening to Shoot.—James Webley was charged with threatening to shoot. It appeared that the defendant was in the Carlton Hotel; he was excited with drink, and commenced loading a gun, saying that he would shoot somebody; he was consequently given into custody. The prisoner was discharged with a caution. bbox=[564, 1079, 739, 1146]
magistrates-date: Tuesday, May 25. bbox=[623, 911, 680, 921]
result-place: 2 bbox=[1101, 1212, 1106, 1222]
paragraph: BOARD and Lodgings for one or two respectable Men. Apply to A. Ansley, Armagh street east, near new school. bbox=[198, 80, 373, 109]
dunedin-body bbox=[384, 454, 553, 618]
dateline: Auckland, May 25. bbox=[492, 107, 553, 117]
paragraph: May 25—Enterprise, brigantine. bbox=[16, 202, 123, 212]
paragraph: A fatal accident occurred on the railway last evening. The driver of the train from Auckland to Ellerslie on his arrival at the latter place reported that he had met with an obstruction on the line, about half way between Remuera and Ellerslie. A man was despatched down the line, and came upon the mangled remains of a man lying across the metals. He was recognised as W. Shields, a well-known vagrant. bbox=[384, 119, 553, 205]
